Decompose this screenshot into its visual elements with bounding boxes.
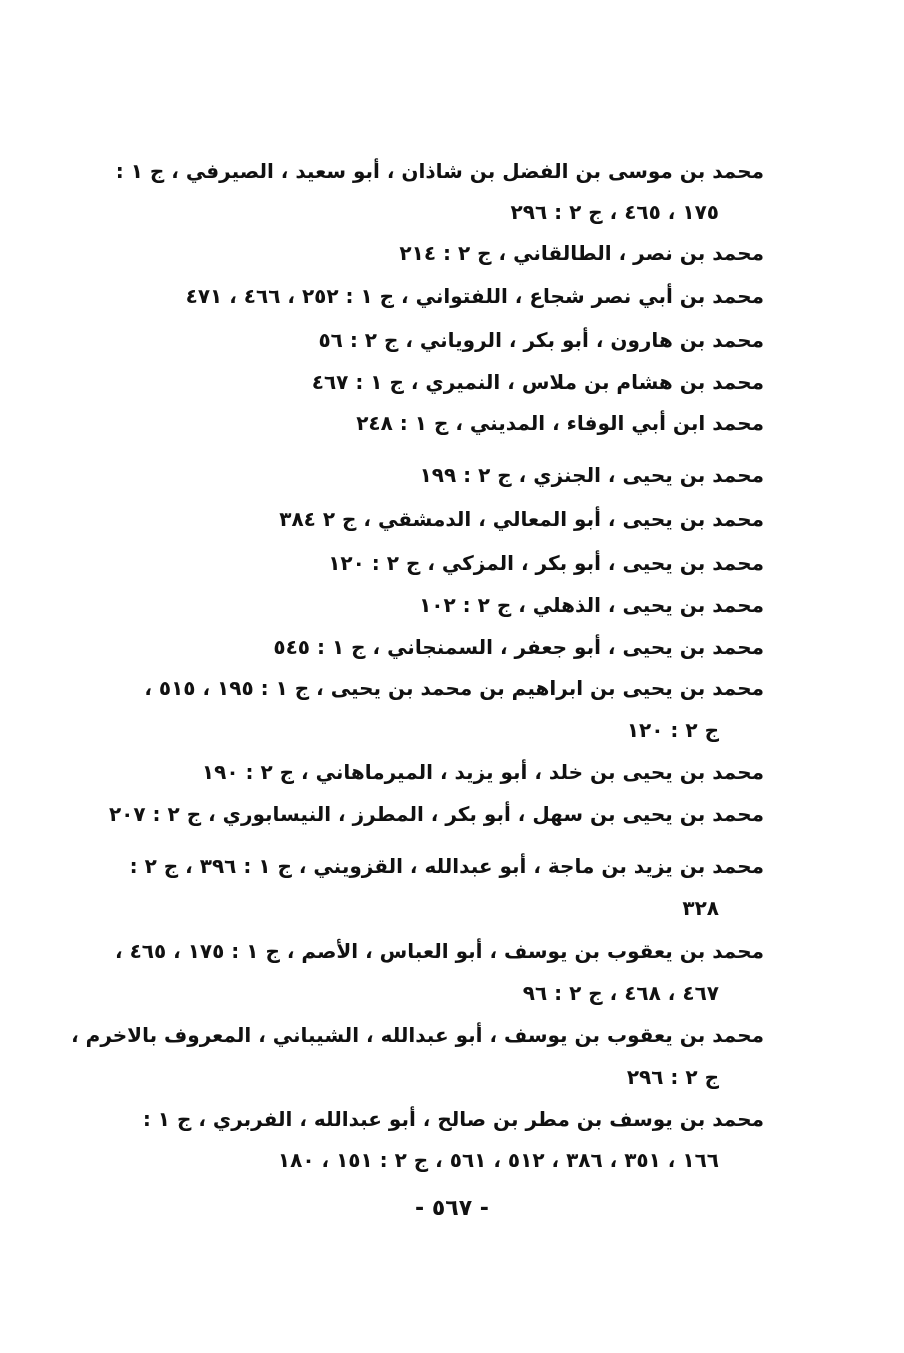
page-number: - ٥٦٧ - (415, 1196, 489, 1221)
index-entry: محمد بن موسى بن الفضل بن شاذان ، أبو سعيد ، الصيرفي ، ج ١ : (115, 159, 764, 183)
index-entry-continuation: ١٦٦ ، ٣٥١ ، ٣٨٦ ، ٥١٢ ، ٥٦١ ، ج ٢ : ١٥١ ، ١٨٠ (277, 1148, 719, 1172)
index-entry-continuation: ٤٦٧ ، ٤٦٨ ، ج ٢ : ٩٦ (522, 981, 719, 1005)
index-entry: محمد بن أبي نصر شجاع ، اللفتواني ، ج ١ : ٢٥٢ ، ٤٦٦ ، ٤٧١ (185, 284, 764, 308)
index-entry-continuation: ٣٢٨ (682, 896, 719, 920)
index-entry: محمد بن يحيى ، أبو المعالي ، الدمشقي ، ج ٢ ٣٨٤ (279, 507, 764, 531)
index-entry-continuation: ج ٢ : ١٢٠ (626, 718, 719, 742)
index-entry: محمد بن هشام بن ملاس ، النميري ، ج ١ : ٤٦٧ (311, 370, 764, 394)
index-entry: محمد بن يحيى بن سهل ، أبو بكر ، المطرز ، النيسابوري ، ج ٢ : ٢٠٧ (108, 802, 764, 826)
index-entry: محمد بن يزيد بن ماجة ، أبو عبدالله ، القزويني ، ج ١ : ٣٩٦ ، ج ٢ : (129, 854, 764, 878)
index-entry: محمد بن يحيى ، أبو جعفر ، السمنجاني ، ج ١ : ٥٤٥ (273, 635, 764, 659)
index-entry: محمد بن يحيى ، أبو بكر ، المزكي ، ج ٢ : ١٢٠ (328, 551, 764, 575)
index-entry-continuation: ١٧٥ ، ٤٦٥ ، ج ٢ : ٢٩٦ (510, 200, 719, 224)
index-entry: محمد بن يحيى ، الذهلي ، ج ٢ : ١٠٢ (419, 593, 764, 617)
index-entry: محمد بن هارون ، أبو بكر ، الروياني ، ج ٢ : ٥٦ (318, 328, 764, 352)
index-entry: محمد بن يعقوب بن يوسف ، أبو العباس ، الأصم ، ج ١ : ١٧٥ ، ٤٦٥ ، (115, 939, 764, 963)
index-entry: محمد بن يوسف بن مطر بن صالح ، أبو عبدالله ، الفربري ، ج ١ : (142, 1107, 764, 1131)
index-entry: محمد بن يحيى بن خلد ، أبو يزيد ، الميرماهاني ، ج ٢ : ١٩٠ (201, 760, 764, 784)
index-entry: محمد بن نصر ، الطالقاني ، ج ٢ : ٢١٤ (399, 241, 764, 265)
index-entry: محمد بن يحيى ، الجنزي ، ج ٢ : ١٩٩ (419, 463, 764, 487)
index-entry-continuation: ج ٢ : ٢٩٦ (626, 1065, 719, 1089)
index-entry: محمد بن يحيى بن ابراهيم بن محمد بن يحيى ، ج ١ : ١٩٥ ، ٥١٥ ، (144, 676, 764, 700)
index-entry: محمد ابن أبي الوفاء ، المديني ، ج ١ : ٢٤٨ (356, 411, 764, 435)
index-entry: محمد بن يعقوب بن يوسف ، أبو عبدالله ، الشيباني ، المعروف بالاخرم ، (71, 1023, 764, 1047)
